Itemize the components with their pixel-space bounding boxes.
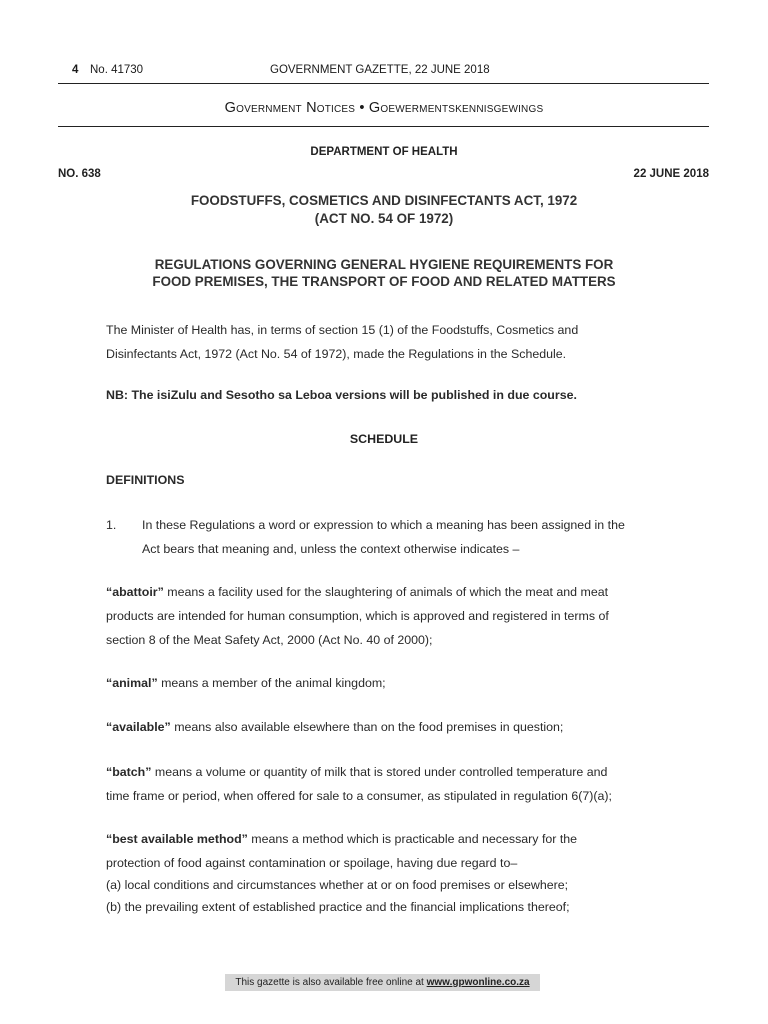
act-title-line2: (ACT NO. 54 OF 1972) (314, 211, 454, 226)
definition-bam-line3: (a) local conditions and circumstances whether at or on food premises or elsewhere; (106, 878, 569, 892)
department-heading: DEPARTMENT OF HEALTH (310, 146, 458, 158)
definition-term: “best available method” (106, 832, 248, 846)
definition-abattoir-line2: products are intended for human consumption, which is approved and registered in terms of (106, 609, 609, 623)
clause-number: 1. (106, 518, 117, 532)
definitions-heading: DEFINITIONS (106, 473, 185, 487)
definition-batch-line2: time frame or period, when offered for sale to a consumer, as stipulated in regulation 6(7)(a); (106, 789, 612, 803)
clause1-line1: In these Regulations a word or expression to which a meaning has been assigned in the (142, 518, 625, 532)
regulations-title-line1: REGULATIONS GOVERNING GENERAL HYGIENE REQUIREMENTS FOR (154, 257, 614, 272)
definition-abattoir-line3: section 8 of the Meat Safety Act, 2000 (Act No. 40 of 2000); (106, 633, 433, 647)
page-number: 4 (72, 64, 79, 76)
notice-date: 22 JUNE 2018 (633, 168, 709, 180)
definition-term: “animal” (106, 676, 158, 690)
definition-text: means a volume or quantity of milk that is stored under controlled temperature and (151, 765, 608, 779)
section-banner: Government Notices • Goewermentskennisgewings (224, 100, 544, 116)
definition-term: “abattoir” (106, 585, 164, 599)
definition-batch (106, 760, 607, 784)
definition-text: means a facility used for the slaughtering of animals of which the meat and meat (163, 585, 609, 599)
intro-line1: The Minister of Health has, in terms of section 15 (1) of the Foodstuffs, Cosmetics and (106, 323, 579, 337)
act-title-line1: FOODSTUFFS, COSMETICS AND DISINFECTANTS ACT, 1972 (190, 193, 578, 208)
header-rule (58, 83, 709, 84)
notice-number: NO. 638 (58, 168, 101, 180)
definition-bam-line4: (b) the prevailing extent of established practice and the financial implications thereof; (106, 900, 570, 914)
gazette-number: No. 41730 (90, 64, 144, 76)
definition-available (106, 715, 563, 739)
definition-text: means also available elsewhere than on the food premises in question; (170, 720, 564, 734)
gazette-title: GOVERNMENT GAZETTE, 22 JUNE 2018 (270, 64, 490, 76)
footer-website-link[interactable]: www.gpwonline.co.za (426, 977, 530, 988)
definition-best-available-method (106, 827, 577, 851)
definition-term: “batch” (106, 765, 152, 779)
definition-abattoir (106, 580, 608, 604)
clause1-line2: Act bears that meaning and, unless the context otherwise indicates – (142, 542, 520, 556)
nb-note: NB: The isiZulu and Sesotho sa Leboa versions will be published in due course. (106, 388, 577, 402)
schedule-heading: SCHEDULE (349, 432, 419, 446)
definition-term: “available” (106, 720, 171, 734)
intro-line2: Disinfectants Act, 1972 (Act No. 54 of 1972), made the Regulations in the Schedule. (106, 347, 567, 361)
footer-banner (225, 974, 540, 991)
definition-animal (106, 671, 386, 695)
definition-bam-line2: protection of food against contamination or spoilage, having due regard to– (106, 856, 518, 870)
footer-text: This gazette is also available free online at (235, 977, 427, 988)
regulations-title-line2: FOOD PREMISES, THE TRANSPORT OF FOOD AND RELATED MATTERS (152, 274, 616, 289)
definition-text: means a method which is practicable and necessary for the (247, 832, 578, 846)
banner-rule (58, 126, 709, 127)
definition-text: means a member of the animal kingdom; (157, 676, 386, 690)
